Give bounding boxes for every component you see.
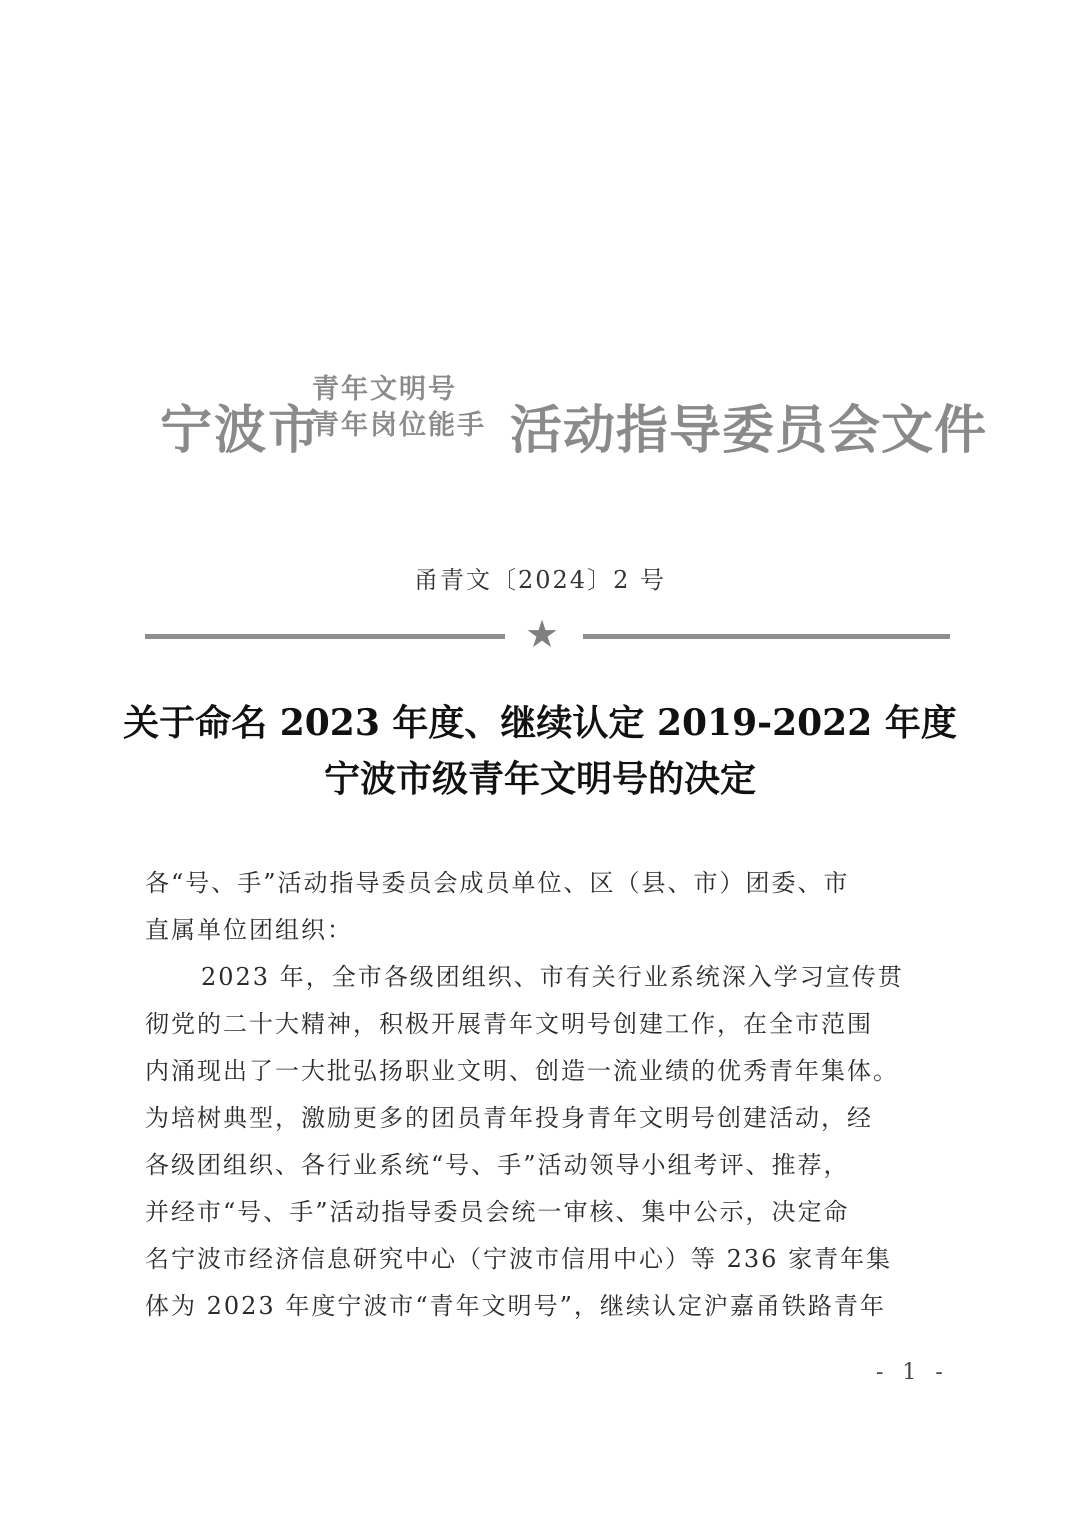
masthead-rest: 活动指导委员会文件 xyxy=(510,401,988,461)
masthead-stack-top: 青年文明号 xyxy=(312,374,457,405)
body-line: 直属单位团组织： xyxy=(145,916,353,944)
masthead-stack xyxy=(312,372,512,444)
body-line: 2023 年，全市各级团组织、市有关行业系统深入学习宣传贯 xyxy=(201,963,904,991)
body-line: 为培树典型，激励更多的团员青年投身青年文明号创建活动，经 xyxy=(145,1104,873,1132)
header-divider xyxy=(145,612,950,656)
body-line: 名宁波市经济信息研究中心（宁波市信用中心）等 236 家青年集 xyxy=(145,1245,893,1273)
masthead-stack-bottom: 青年岗位能手 xyxy=(312,410,486,441)
title-line-2: 宁波市级青年文明号的决定 xyxy=(323,758,756,800)
body-text xyxy=(145,860,945,1330)
star-icon: ★ xyxy=(525,612,560,656)
body-line: 各级团组织、各行业系统“号、手”活动领导小组考评、推荐， xyxy=(145,1151,850,1179)
body-line: 体为 2023 年度宁波市“青年文明号”，继续认定沪嘉甬铁路青年 xyxy=(145,1292,886,1320)
document-title xyxy=(0,695,1080,807)
page-number: - 1 - xyxy=(876,1360,949,1385)
masthead-city: 宁波市 xyxy=(160,401,323,461)
masthead xyxy=(160,372,988,462)
body-line: 内涌现出了一大批弘扬职业文明、创造一流业绩的优秀青年集体。 xyxy=(145,1057,899,1085)
divider-rule-right xyxy=(583,634,950,639)
divider-rule-left xyxy=(145,634,505,639)
body-line: 各“号、手”活动指导委员会成员单位、区（县、市）团委、市 xyxy=(145,869,850,897)
body-line: 彻党的二十大精神，积极开展青年文明号创建工作，在全市范围 xyxy=(145,1010,873,1038)
document-number: 甬青文〔2024〕2 号 xyxy=(414,566,666,594)
title-line-1: 关于命名 2023 年度、继续认定 2019-2022 年度 xyxy=(123,702,957,744)
body-line: 并经市“号、手”活动指导委员会统一审核、集中公示，决定命 xyxy=(145,1198,850,1226)
